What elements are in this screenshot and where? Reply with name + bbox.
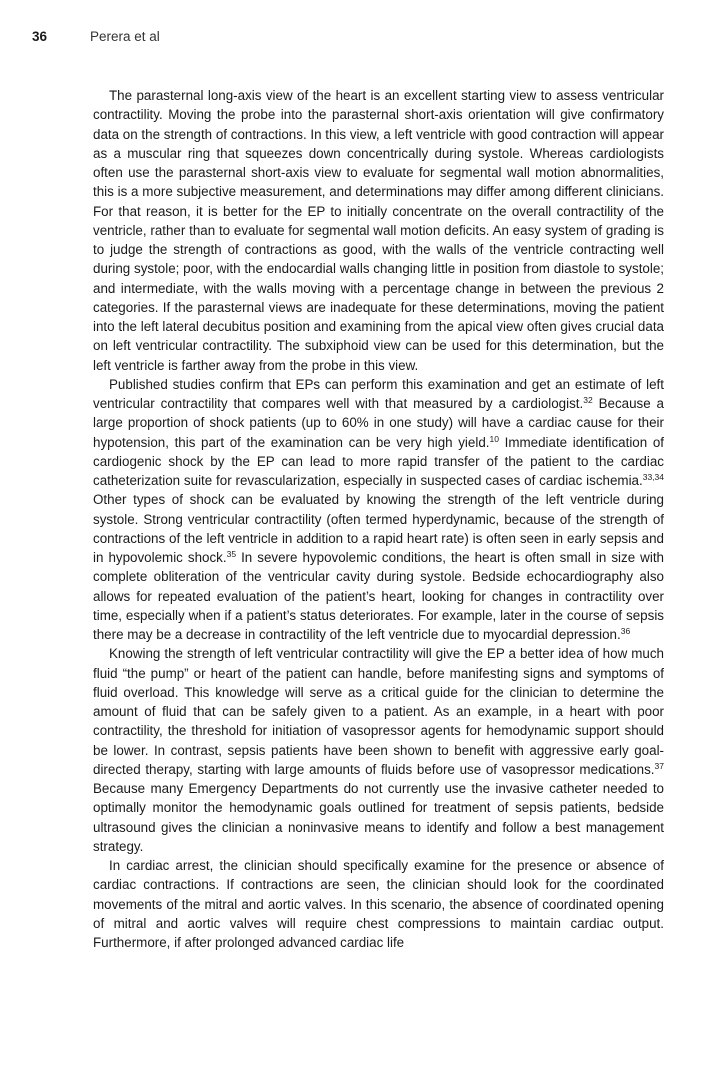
citation-37: 37 bbox=[654, 760, 664, 771]
paragraph-4: In cardiac arrest, the clinician should specifically examine for the presence or absence of cardiac contractions. If contractions are seen, the clinician should look for the coordinated movements of the mitral and aortic valves. In this scenario, the absence of coordinated opening of mitral and aortic valves will require chest compressions to maintain cardiac output. Furthermore, if after prolonged advanced cardiac life bbox=[93, 858, 664, 950]
page-number: 36 bbox=[32, 29, 48, 44]
citation-36: 36 bbox=[620, 626, 631, 636]
citation-35: 35 bbox=[226, 549, 237, 559]
page-header bbox=[32, 29, 692, 49]
paragraph-2-text-1: Published studies confirm that EPs can perform this examination and get an estimate of left ventricular contractility that compares well with that measured by a cardiologist. bbox=[93, 376, 664, 411]
paragraph-2 bbox=[93, 375, 664, 645]
citation-33-34: 33,34 bbox=[642, 472, 664, 482]
paragraph-2-text-3: Immediate identification of cardiogenic shock by the EP can lead to more rapid transfer of the patient to the cardiac catheterization suite for revascularization, especially in suspected cases of cardiac ischemia. bbox=[93, 434, 664, 488]
paragraph-2-text-5: In severe hypovolemic conditions, the heart is often small in size with complete obliteration of the ventricular cavity during systole. Bedside echocardiography also allows for repeated evaluation of the patient’s heart, looking for changes in contractility over time, especially when if a patient’s status deteriorates. For example, later in the course of sepsis there may be a decrease in contractility of the left ventricle due to myocardial depression. bbox=[93, 550, 664, 642]
citation-32: 32 bbox=[583, 395, 593, 405]
paragraph-3-text-2: Because many Emergency Departments do not currently use the invasive catheter needed to optimally monitor the hemodynamic goals outlined for treatment of sepsis patients, bedside ultrasound gives the clinician a noninvasive means to identify and follow a best management strategy. bbox=[93, 781, 664, 854]
body-text bbox=[93, 86, 664, 952]
paragraph-2-text-4: Other types of shock can be evaluated by knowing the strength of the left ventricle during systole. Strong ventricular contractility (often termed hyperdynamic, because of the strength of contractions of the left ventricle in addition to a rapid heart rate) is often seen in early sepsis and in hypovolemic shock. bbox=[93, 492, 664, 565]
paragraph-1: The parasternal long-axis view of the heart is an excellent starting view to assess ventricular contractility. Moving the probe into the parasternal short-axis orientation will give confirmatory data on the strength of contractions. In this view, a left ventricle with good contraction will appear as a muscular ring that squeezes down concentrically during systole. Whereas cardiologists often use the parasternal short-axis view to evaluate for segmental wall motion abnormalities, this is a more subjective measurement, and determinations may differ among different clinicians. For that reason, it is better for the EP to initially concentrate on the overall contractility of the ventricle, rather than to evaluate for segmental wall motion deficits. An easy system of grading is to judge the strength of contractions as good, with the walls of the ventricle contracting well during systole; poor, with the endocardial walls changing little in position from diastole to systole; and intermediate, with the walls moving with a percentage change in between the previous 2 categories. If the parasternal views are inadequate for these determinations, moving the patient into the left lateral decubitus position and examining from the apical view often gives crucial data on left ventricular contractility. The subxiphoid view can be used for this determination, but the left ventricle is farther away from the probe in this view. bbox=[93, 88, 664, 373]
paragraph-3-text-1: Knowing the strength of left ventricular contractility will give the EP a better idea of how much fluid “the pump” or heart of the patient can handle, before manifesting signs and symptoms of fluid overload. This knowledge will serve as a critical guide for the clinician to determine the amount of fluid that can be safely given to a patient. As an example, in a heart with poor contractility, the threshold for initiation of vasopressor agents for hemodynamic support should be lower. In contrast, sepsis patients have been shown to benefit with aggressive early goal-directed therapy, starting with large amounts of fluids before use of vasopressor medications. bbox=[93, 646, 664, 777]
running-head: Perera et al bbox=[90, 29, 160, 44]
citation-10: 10 bbox=[489, 433, 499, 444]
paragraph-3 bbox=[93, 644, 664, 856]
paragraph-2-text-2: Because a large proportion of shock patients (up to 60% in one study) will have a cardiac cause for their hypotension, this part of the examination can be very high yield. bbox=[93, 396, 664, 450]
